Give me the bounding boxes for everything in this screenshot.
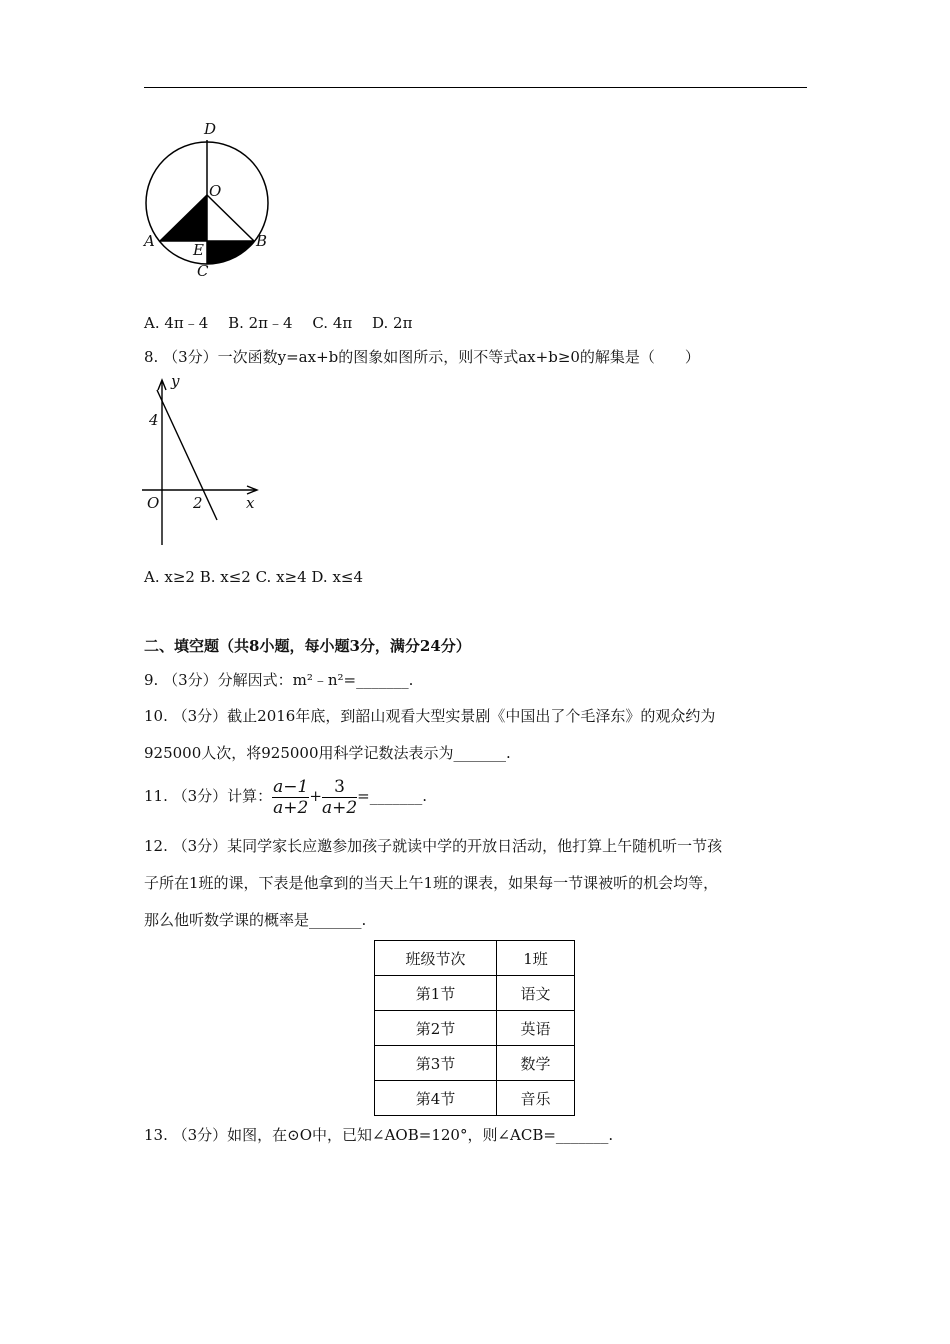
class-schedule-table [374,940,575,1116]
label-d: D [204,120,217,138]
radius-ob [207,195,254,241]
origin-label: O [147,494,160,512]
q11-text [144,774,427,818]
q13-text: 13. （3分）如图，在⊙O中，已知∠AOB=120°，则∠ACB=_______. [144,1126,614,1144]
subject-cell: 语文 [497,976,575,1011]
subject-cell: 音乐 [497,1081,575,1116]
section-2-title: 二、填空题（共8小题，每小题3分，满分24分） [144,637,471,655]
y-axis-label: y [171,372,180,390]
table-header-row [375,941,575,976]
period-cell: 第2节 [375,1011,497,1046]
function-line [157,390,217,520]
fraction-1-numerator: a−1 [273,776,309,797]
q12-line3: 那么他听数学课的概率是_______. [144,911,367,929]
header-class: 1班 [497,941,575,976]
header-rule [144,87,807,88]
x-axis-label: x [246,494,255,512]
q8-options: A. x≥2 B. x≤2 C. x≥4 D. x≤4 [144,568,364,586]
q7-options: A. 4π﹣4 B. 2π﹣4 C. 4π D. 2π [144,314,413,332]
label-e: E [193,241,204,259]
q8-stem: 8. （3分）一次函数y=ax+b的图象如图所示，则不等式ax+b≥0的解集是（ ） [144,348,700,366]
period-cell: 第4节 [375,1081,497,1116]
fraction-1 [272,777,309,818]
table-row [375,1046,575,1081]
table-row [375,976,575,1011]
y-intercept-label: 4 [149,411,159,429]
line-graph [140,370,270,550]
circle-figure [130,115,300,285]
q10-line2: 925000人次，将925000用科学记数法表示为_______. [144,744,511,762]
subject-cell: 英语 [497,1011,575,1046]
fraction-2-numerator: 3 [322,777,357,798]
label-a: A [144,232,155,250]
period-cell: 第1节 [375,976,497,1011]
table-row [375,1011,575,1046]
fraction-2-denominator: a+2 [321,797,358,818]
subject-cell: 数学 [497,1046,575,1081]
q10-line1: 10. （3分）截止2016年底，到韶山观看大型实景剧《中国出了个毛泽东》的观众约为 [144,707,716,725]
header-period: 班级节次 [375,941,497,976]
label-c: C [197,262,209,280]
label-b: B [256,232,268,250]
q12-line2: 子所在1班的课，下表是他拿到的当天上午1班的课表，如果每一节课被听的机会均等， [144,874,719,892]
fraction-1-denominator: a+2 [273,797,309,818]
period-cell: 第3节 [375,1046,497,1081]
x-intercept-label: 2 [193,494,203,512]
fraction-2 [322,777,357,818]
table-row [375,1081,575,1116]
label-o: O [209,182,222,200]
q11-suffix: =_______. [357,787,427,805]
shaded-region-right [207,241,254,264]
q12-line1: 12. （3分）某同学家长应邀参加孩子就读中学的开放日活动，他打算上午随机听一节孩 [144,837,723,855]
q9-text: 9. （3分）分解因式：m²﹣n²=_______. [144,671,414,689]
q11-prefix: 11. （3分）计算： [144,787,273,805]
q11-plus: + [309,787,322,805]
